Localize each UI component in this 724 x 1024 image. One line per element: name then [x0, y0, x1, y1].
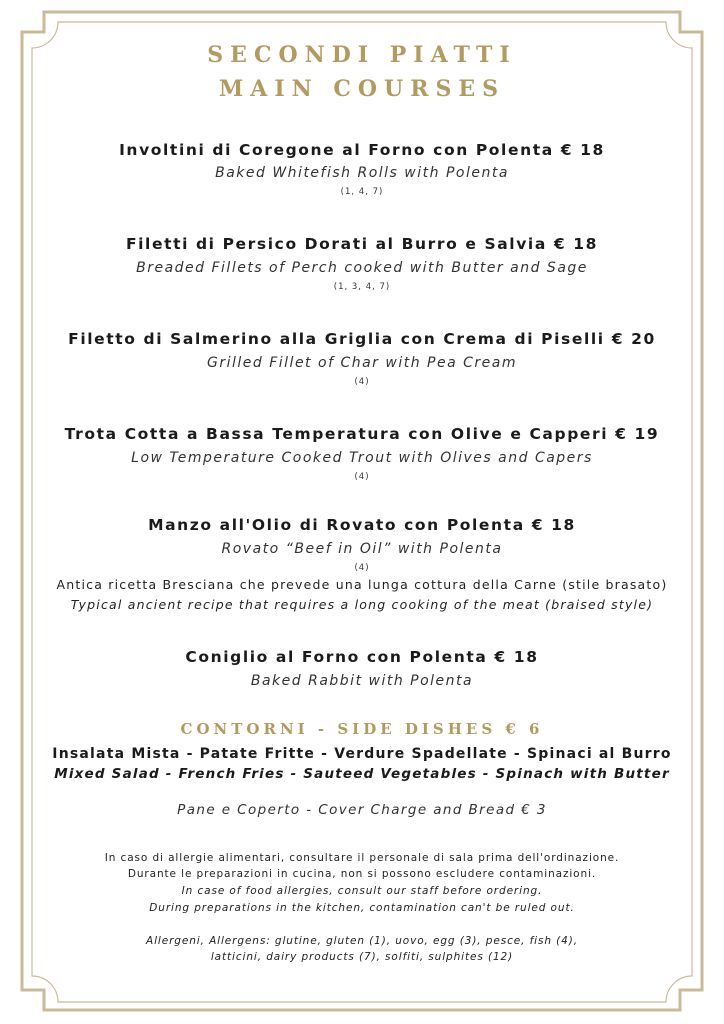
dish-name-english: Baked Rabbit with Polenta	[250, 673, 474, 689]
dish-name-english: Low Temperature Cooked Trout with Olives and Capers	[131, 450, 593, 466]
cover-charge: Pane e Coperto - Cover Charge and Bread € 3	[177, 802, 547, 818]
dish-name-italian: Involtini di Coregone al Forno con Polenta € 18	[119, 141, 605, 159]
allergy-notice-italian: In caso di allergie alimentari, consultare il personale di sala prima dell'ordinazione.	[104, 852, 620, 864]
dish-name-italian: Filetti di Persico Dorati al Burro e Salvia € 18	[125, 235, 599, 253]
dish-name-italian: Trota Cotta a Bassa Temperatura con Olive e Capperi € 19	[64, 425, 660, 443]
dish-allergens: (4)	[354, 563, 370, 573]
page-title-english: MAIN COURSES	[218, 76, 506, 102]
allergen-key-continued: latticini, dairy products (7), solfiti, sulphites (12)	[210, 951, 514, 963]
allergen-key: Allergeni, Allergens: glutine, gluten (1), uovo, egg (3), pesce, fish (4),	[146, 935, 578, 947]
dish-allergens: (1, 4, 7)	[340, 187, 384, 197]
dish-allergens: (1, 3, 4, 7)	[333, 282, 391, 292]
page-title-italian: SECONDI PIATTI	[207, 42, 517, 68]
dish-name-english: Grilled Fillet of Char with Pea Cream	[207, 355, 517, 371]
contamination-notice-italian: Durante le preparazioni in cucina, non si possono escludere contaminazioni.	[127, 868, 597, 880]
dish-name-italian: Manzo all'Olio di Rovato con Polenta € 18	[148, 516, 576, 534]
dish-name-italian: Filetto di Salmerino alla Griglia con Crema di Piselli € 20	[68, 330, 656, 348]
dish-note-english: Typical ancient recipe that requires a long cooking of the meat (braised style)	[70, 597, 654, 612]
allergy-notice-english: In case of food allergies, consult our staff before ordering.	[181, 885, 543, 897]
side-dishes-heading: CONTORNI - SIDE DISHES € 6	[180, 720, 544, 738]
side-dishes-english: Mixed Salad - French Fries - Sauteed Vegetables - Spinach with Butter	[54, 766, 670, 782]
dish-allergens: (4)	[354, 472, 370, 482]
dish-name-english: Rovato “Beef in Oil” with Polenta	[221, 541, 503, 557]
contamination-notice-english: During preparations in the kitchen, contamination can't be ruled out.	[149, 902, 575, 914]
dish-note-italian: Antica ricetta Bresciana che prevede una lunga cottura della Carne (stile brasato)	[56, 577, 668, 592]
dish-name-english: Baked Whitefish Rolls with Polenta	[215, 165, 509, 181]
dish-allergens: (4)	[354, 377, 370, 387]
dish-name-english: Breaded Fillets of Perch cooked with Butter and Sage	[136, 260, 588, 276]
side-dishes-italian: Insalata Mista - Patate Fritte - Verdure Spadellate - Spinaci al Burro	[52, 746, 672, 762]
dish-name-italian: Coniglio al Forno con Polenta € 18	[185, 648, 539, 666]
